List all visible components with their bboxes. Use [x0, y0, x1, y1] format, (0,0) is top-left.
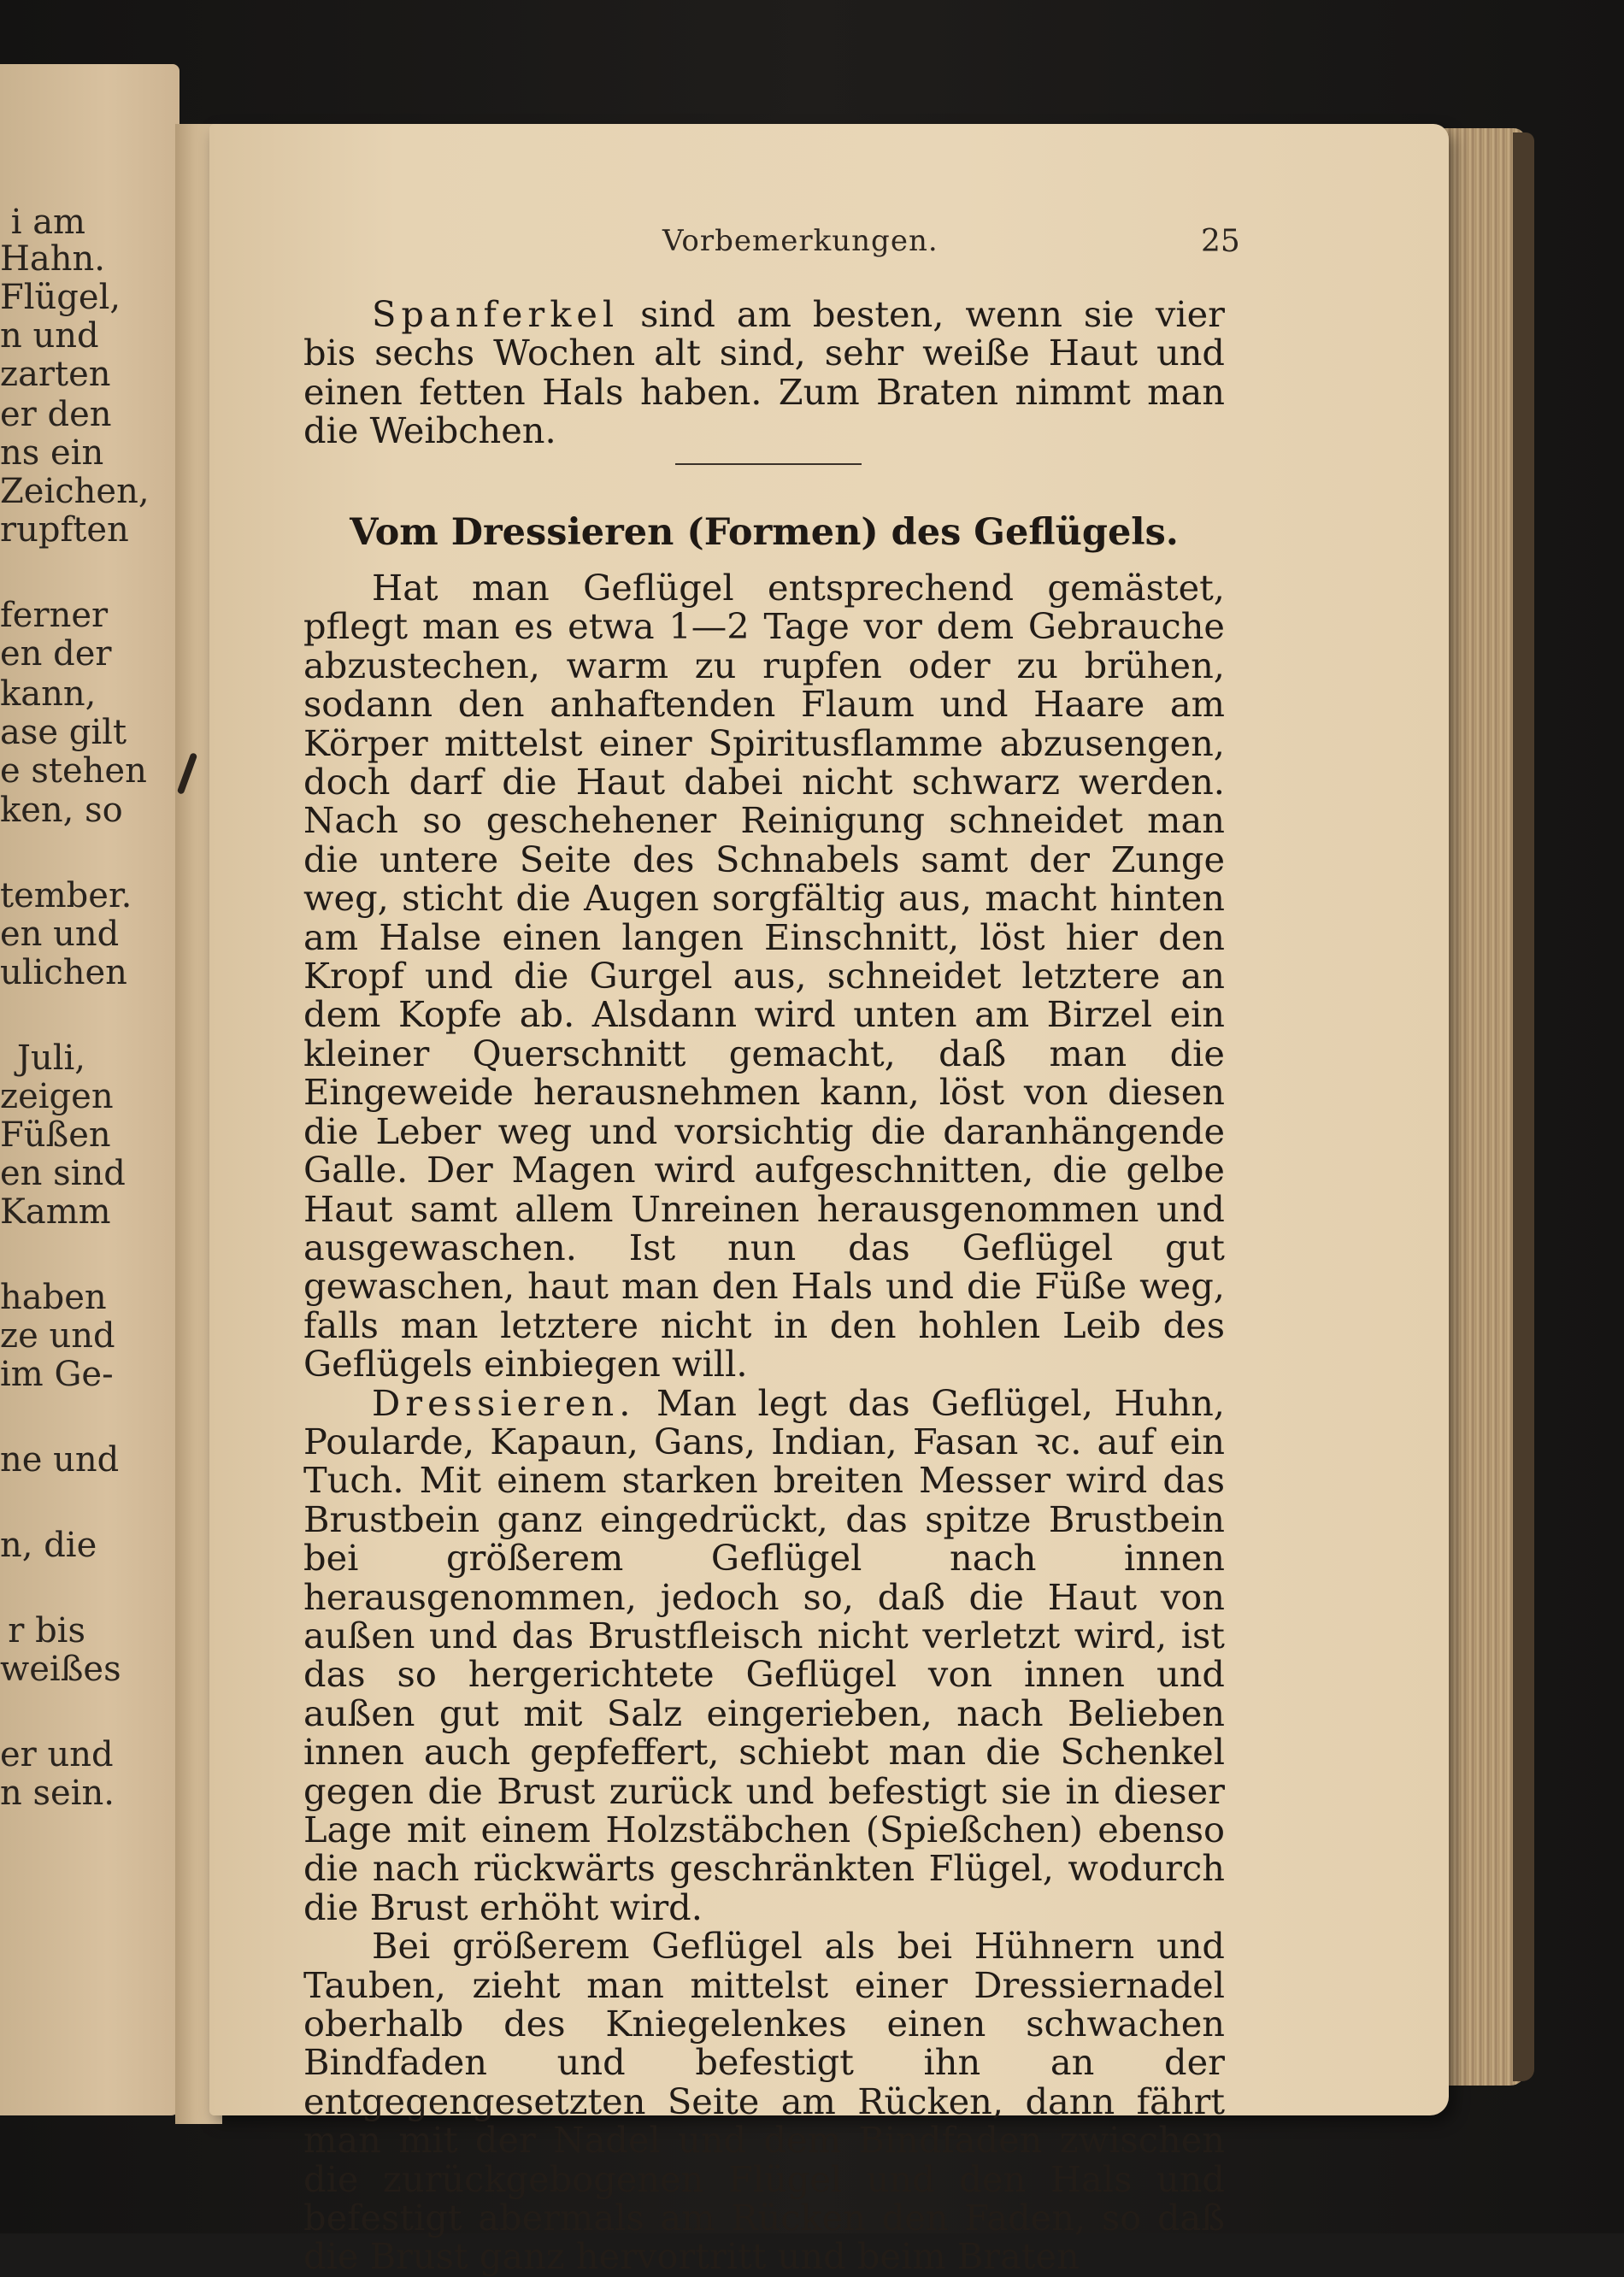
left-page-fragment: en und	[0, 915, 120, 954]
left-page	[0, 64, 179, 2115]
paragraph-binding: Bei größerem Geflügel als bei Hühnern und Tauben, zieht man mittelst einer Dressiernadel oberhalb des Kniegelenkes einen schwachen Bindfaden und befestigt ihn an der entgegengesetzten Seite am Rücken, dann fährt man mit der Nadel und dem Bindfaden zwischen die zurückgebogenen Flügel und den Hals und befestigt abermals am Rücken den Faden, so daß die Brust ganz hervortritt und beim Braten	[303, 1925, 1225, 2277]
left-page-fragment: ulichen	[0, 953, 127, 992]
left-page-fragment: ze und	[0, 1316, 115, 1356]
left-page-fragment: zarten	[0, 355, 111, 394]
left-page-fragment: ase gilt	[0, 713, 127, 752]
left-page-fragment: haben	[0, 1278, 107, 1317]
left-page-fragment: Hahn.	[0, 239, 105, 279]
left-page-fragment: ken, so	[0, 791, 123, 830]
left-page-fragment: Füßen	[0, 1115, 111, 1155]
left-page-fragment: ne und	[0, 1440, 120, 1480]
paragraph-dressieren	[303, 1381, 1225, 1928]
intro-text	[303, 295, 1225, 450]
left-page-fragment: Flügel,	[0, 278, 121, 317]
section-divider	[675, 463, 862, 465]
left-page-fragment: i am	[10, 203, 85, 242]
left-page-fragment: rupften	[0, 510, 129, 550]
left-page-fragment: kann,	[0, 674, 97, 714]
running-head: Vorbemerkungen.	[662, 224, 939, 258]
paragraph-preparation: Hat man Geflügel entsprechend gemästet, pflegt man es etwa 1—2 Tage vor dem Gebrauche abzustechen, warm zu rupfen oder zu brühen, sodann den anhaftenden Flaum und Haare am Körper mittelst einer Spiritusflamme abzusengen, doch darf die Haut dabei nicht schwarz werden. Nach so geschehener Reinigung schneidet man die untere Seite des Schnabels samt der Zunge weg, sticht die Augen sorgfältig aus, macht hinten am Halse einen langen Einschnitt, löst hier den Kropf und die Gurgel aus, schneidet letztere an dem Kopfe ab. Alsdann wird unten am Birzel ein kleiner Querschnitt gemacht, daß man die Eingeweide herausnehmen kann, löst von diesen die Leber weg und vorsichtig die daranhängende Galle. Der Magen wird aufgeschnitten, die gelbe Haut samt allem Unreinen herausgenommen und ausgewaschen. Ist nun das Geflügel gut gewaschen, haut man den Hals und die Füße weg, falls man letztere nicht in den hohlen Leib des Geflügels einbiegen will.	[303, 567, 1225, 1386]
left-page-fragment: im Ge-	[0, 1355, 114, 1394]
left-page-fragment: n sein.	[0, 1774, 115, 1813]
left-page-fragment: e stehen	[0, 751, 147, 791]
body-text	[303, 568, 1225, 2276]
left-page-fragment: er und	[0, 1735, 114, 1774]
paragraph-lead: Dressieren.	[372, 1381, 636, 1424]
paragraph-lead: Spanferkel	[372, 293, 620, 335]
book-cover-edge	[1513, 132, 1534, 2081]
page-number: 25	[1201, 224, 1240, 259]
left-page-fragment: weißes	[0, 1650, 121, 1689]
left-page-fragment: en sind	[0, 1154, 126, 1193]
left-page-fragment: r bis	[8, 1611, 85, 1650]
left-page-fragment: n und	[0, 316, 99, 356]
left-page-fragment: Juli,	[16, 1038, 85, 1078]
left-page-fragment: en der	[0, 634, 112, 674]
left-page-fragment: Kamm	[0, 1192, 111, 1232]
left-page-fragment: ns ein	[0, 433, 104, 473]
left-page-fragment: tember.	[0, 876, 132, 915]
left-page-fragment: er den	[0, 395, 112, 434]
left-page-fragment: zeigen	[0, 1077, 114, 1116]
left-page-fragment: Zeichen,	[0, 472, 150, 511]
left-page-fragment: ferner	[0, 596, 109, 635]
left-page-fragment: n, die	[0, 1526, 97, 1565]
paragraph-text: Man legt das Geflügel, Huhn, Poularde, Kapaun, Gans, Indian, Fasan ꝛc. auf ein Tuch. Mit einem starken breiten Messer wird das Brustbein ganz eingedrückt, das spitze Brustbein bei größerem Geflügel nach innen herausgenommen, jedoch so, daß die Haut von außen und das Brustfleisch nicht verletzt wird, ist das so hergerichtete Geflügel von innen und außen gut mit Salz eingerieben, nach Belieben innen auch gepfeffert, schiebt man die Schenkel gegen die Brust zurück und befestigt sie in dieser Lage mit einem Holzstäbchen (Spießchen) ebenso die nach rückwärts geschränkten Flügel, wodurch die Brust erhöht wird.	[303, 1381, 1225, 1928]
paragraph-spanferkel	[303, 295, 1225, 450]
paragraph-text: sind am besten, wenn sie vier bis sechs Wochen alt sind, sehr weiße Haut und einen fetten Hals haben. Zum Braten nimmt man die Weibchen.	[303, 293, 1225, 452]
section-heading: Vom Dressieren (Formen) des Geflügels.	[350, 511, 1179, 554]
